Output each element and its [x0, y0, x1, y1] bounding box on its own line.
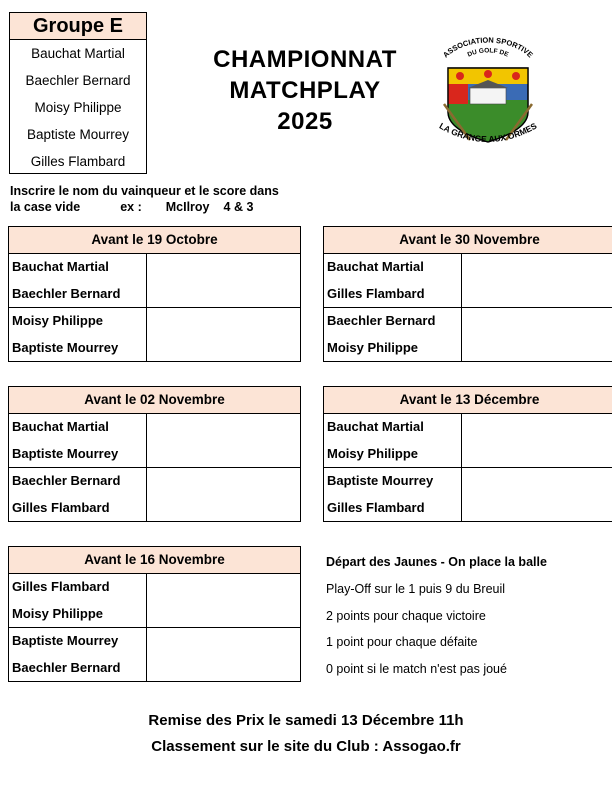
logo-bottom-text: LA GRANGE AUX ORMES	[437, 120, 539, 145]
player-name: Baechler Bernard	[12, 285, 121, 301]
example-label: ex :	[120, 200, 142, 214]
group-player: Baechler Bernard	[25, 73, 131, 88]
player-name: Baptiste Mourrey	[327, 473, 434, 488]
match-header: Avant le 19 Octobre	[9, 227, 300, 254]
match-pair	[324, 414, 612, 467]
rule-item: Play-Off sur le 1 puis 9 du Breuil	[326, 581, 506, 596]
player-name: Gilles Flambard	[327, 499, 425, 515]
match-table	[8, 546, 301, 682]
example-score: 4 & 3	[223, 200, 254, 214]
match-header: Avant le 30 Novembre	[324, 227, 612, 254]
match-header: Avant le 16 Novembre	[9, 547, 300, 574]
instructions	[10, 183, 279, 215]
player-name: Baechler Bernard	[327, 313, 436, 328]
match-pair	[9, 467, 300, 521]
player-name: Gilles Flambard	[12, 499, 110, 515]
winner-score-cell[interactable]	[147, 574, 300, 627]
winner-score-cell[interactable]	[147, 308, 300, 361]
rules-list	[326, 549, 547, 683]
footer-line: Classement sur le site du Club : Assogao.fr	[151, 738, 461, 755]
winner-score-cell[interactable]	[462, 308, 612, 361]
footer	[0, 708, 612, 760]
match-table	[323, 226, 612, 362]
player-name: Bauchat Martial	[327, 259, 424, 274]
group-player: Moisy Philippe	[34, 100, 122, 115]
instructions-line: la case vide	[10, 200, 81, 214]
footer-line: Remise des Prix le samedi 13 Décembre 11h	[148, 712, 464, 729]
svg-text:DU GOLF DE	[467, 47, 511, 58]
player-name: Moisy Philippe	[12, 313, 104, 328]
match-table	[8, 386, 301, 522]
winner-score-cell[interactable]	[462, 468, 612, 521]
club-logo	[430, 34, 546, 152]
title-line: 2025	[277, 108, 333, 135]
player-name: Bauchat Martial	[12, 419, 109, 434]
player-name: Moisy Philippe	[12, 605, 104, 621]
winner-score-cell[interactable]	[147, 468, 300, 521]
player-name: Baptiste Mourrey	[12, 339, 119, 355]
winner-score-cell[interactable]	[147, 414, 300, 467]
rule-item: 0 point si le match n'est pas joué	[326, 662, 507, 677]
match-pair	[324, 254, 612, 307]
match-pair	[324, 307, 612, 361]
logo-top-text: ASSOCIATION SPORTIVE	[441, 35, 535, 60]
player-name: Bauchat Martial	[12, 259, 109, 274]
group-player: Baptiste Mourrey	[26, 127, 130, 142]
title-line: CHAMPIONNAT	[213, 46, 397, 73]
instructions-line: Inscrire le nom du vainqueur et le score dans	[10, 184, 279, 198]
player-name: Gilles Flambard	[327, 285, 425, 301]
rule-item: 2 points pour chaque victoire	[326, 608, 486, 623]
match-pair	[9, 254, 300, 307]
match-header: Avant le 13 Décembre	[324, 387, 612, 414]
match-pair	[9, 627, 300, 681]
match-pair	[9, 307, 300, 361]
match-table	[8, 226, 301, 362]
player-name: Baptiste Mourrey	[12, 633, 119, 648]
group-title: Groupe E	[10, 13, 146, 40]
match-pair	[324, 467, 612, 521]
page-title	[190, 44, 420, 137]
winner-score-cell[interactable]	[147, 254, 300, 307]
group-player: Gilles Flambard	[30, 154, 126, 169]
match-pair	[9, 574, 300, 627]
player-name: Gilles Flambard	[12, 579, 110, 594]
player-name: Moisy Philippe	[327, 339, 419, 355]
player-name: Baechler Bernard	[12, 473, 121, 488]
winner-score-cell[interactable]	[462, 254, 612, 307]
player-name: Baptiste Mourrey	[12, 445, 119, 461]
logo-mid-text: DU GOLF DE	[466, 47, 510, 59]
player-name: Bauchat Martial	[327, 419, 424, 434]
match-header: Avant le 02 Novembre	[9, 387, 300, 414]
title-line: MATCHPLAY	[229, 77, 381, 104]
group-player: Bauchat Martial	[31, 46, 125, 61]
rules-title: Départ des Jaunes - On place la balle	[326, 555, 547, 569]
match-table	[323, 386, 612, 522]
group-box	[9, 12, 147, 174]
rule-item: 1 point pour chaque défaite	[326, 635, 478, 650]
example-name: McIlroy	[165, 200, 210, 214]
winner-score-cell[interactable]	[462, 414, 612, 467]
player-name: Moisy Philippe	[327, 445, 419, 461]
winner-score-cell[interactable]	[147, 628, 300, 681]
player-name: Baechler Bernard	[12, 659, 121, 675]
match-pair	[9, 414, 300, 467]
